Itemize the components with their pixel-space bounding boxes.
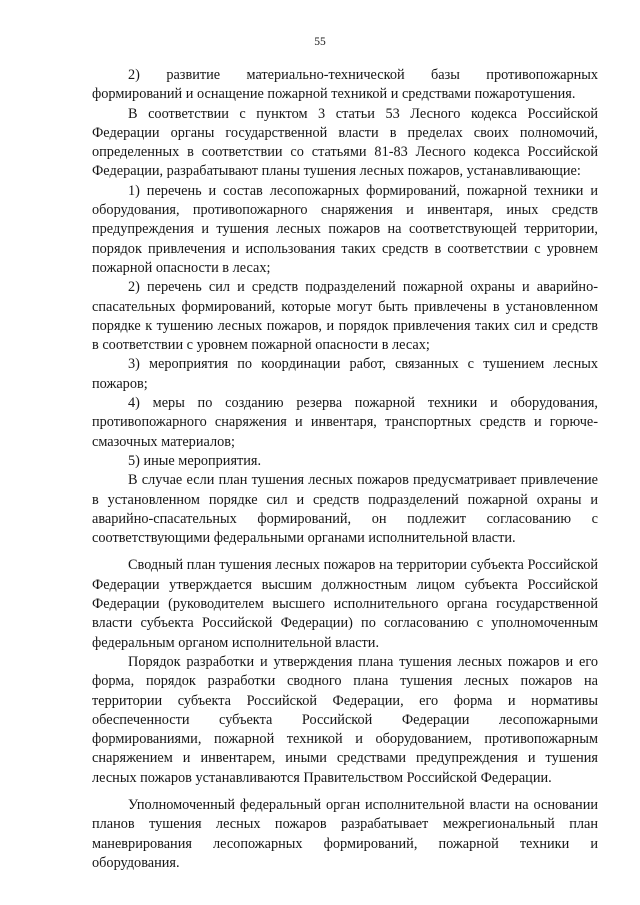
page-number: 55 — [314, 36, 326, 48]
paragraph-interregional-plan: Уполномоченный федеральный орган исполнительной власти на основании планов тушения лесных пожаров разрабатывает межрегиональный план маневрирования лесопожарных формирований, пожарной техники и оборудования. — [92, 796, 598, 871]
list-item-4: 4) меры по созданию резерва пожарной техники и оборудования, противопожарного снаряжения и инвентаря, транспортных средств и горюче-смазочных материалов; — [92, 395, 598, 450]
paragraph-consolidated-plan: Сводный план тушения лесных пожаров на территории субъекта Российской Федерации утверждается высшим должностным лицом субъекта Российской Федерации (руководителем высшего исполнительного органа государственной власти субъекта Российской Федерации) по согласованию с уполномоченным федеральным органом исполнительной власти. — [92, 557, 598, 651]
paragraph-forest-code-intro: В соответствии с пунктом 3 статьи 53 Лесного кодекса Российской Федерации органы государственной власти в пределах своих полномочий, определенных в соответствии со статьями 81-83 Лесного кодекса Российской Федерации, разрабатывают планы тушения лесных пожаров, устанавливающие: — [92, 105, 598, 180]
document-body — [92, 66, 598, 873]
list-item-2: 2) перечень сил и средств подразделений пожарной охраны и аварийно-спасательных формирований, которые могут быть привлечены в установленном порядке к тушению лесных пожаров, и порядок привлечения таких сил и средств в соответствии с уровнем пожарной опасности в лесах; — [92, 279, 598, 354]
list-item-1: 1) перечень и состав лесопожарных формирований, пожарной техники и оборудования, противопожарного снаряжения и инвентаря, иных средств предупреждения и тушения лесных пожаров на соответствующей территории, порядок привлечения и использования таких средств в соответствии с уровнем пожарной опасности в лесах; — [92, 182, 598, 276]
list-item-5: 5) иные мероприятия. — [128, 452, 262, 469]
paragraph-procedure: Порядок разработки и утверждения плана тушения лесных пожаров и его форма, порядок разработки сводного плана тушения лесных пожаров на территории субъекта Российской Федерации, его форма и нормативы обеспеченности субъекта Российской Федерации лесопожарными формированиями, пожарной техникой и оборудованием, противопожарным снаряжением и инвентарем, иными средствами предупреждения и тушения лесных пожаров устанавливаются Правительством Российской Федерации. — [92, 653, 598, 786]
paragraph-item-2: 2) развитие материально-технической базы противопожарных формирований и оснащение пожарной техникой и средствами пожаротушения. — [92, 67, 598, 103]
list-item-3: 3) мероприятия по координации работ, связанных с тушением лесных пожаров; — [92, 356, 598, 392]
paragraph-coordination: В случае если план тушения лесных пожаров предусматривает привлечение в установленном порядке сил и средств подразделений пожарной охраны и аварийно-спасательных формирований, он подлежит согласованию с соответствующими федеральными органами исполнительной власти. — [92, 472, 598, 547]
